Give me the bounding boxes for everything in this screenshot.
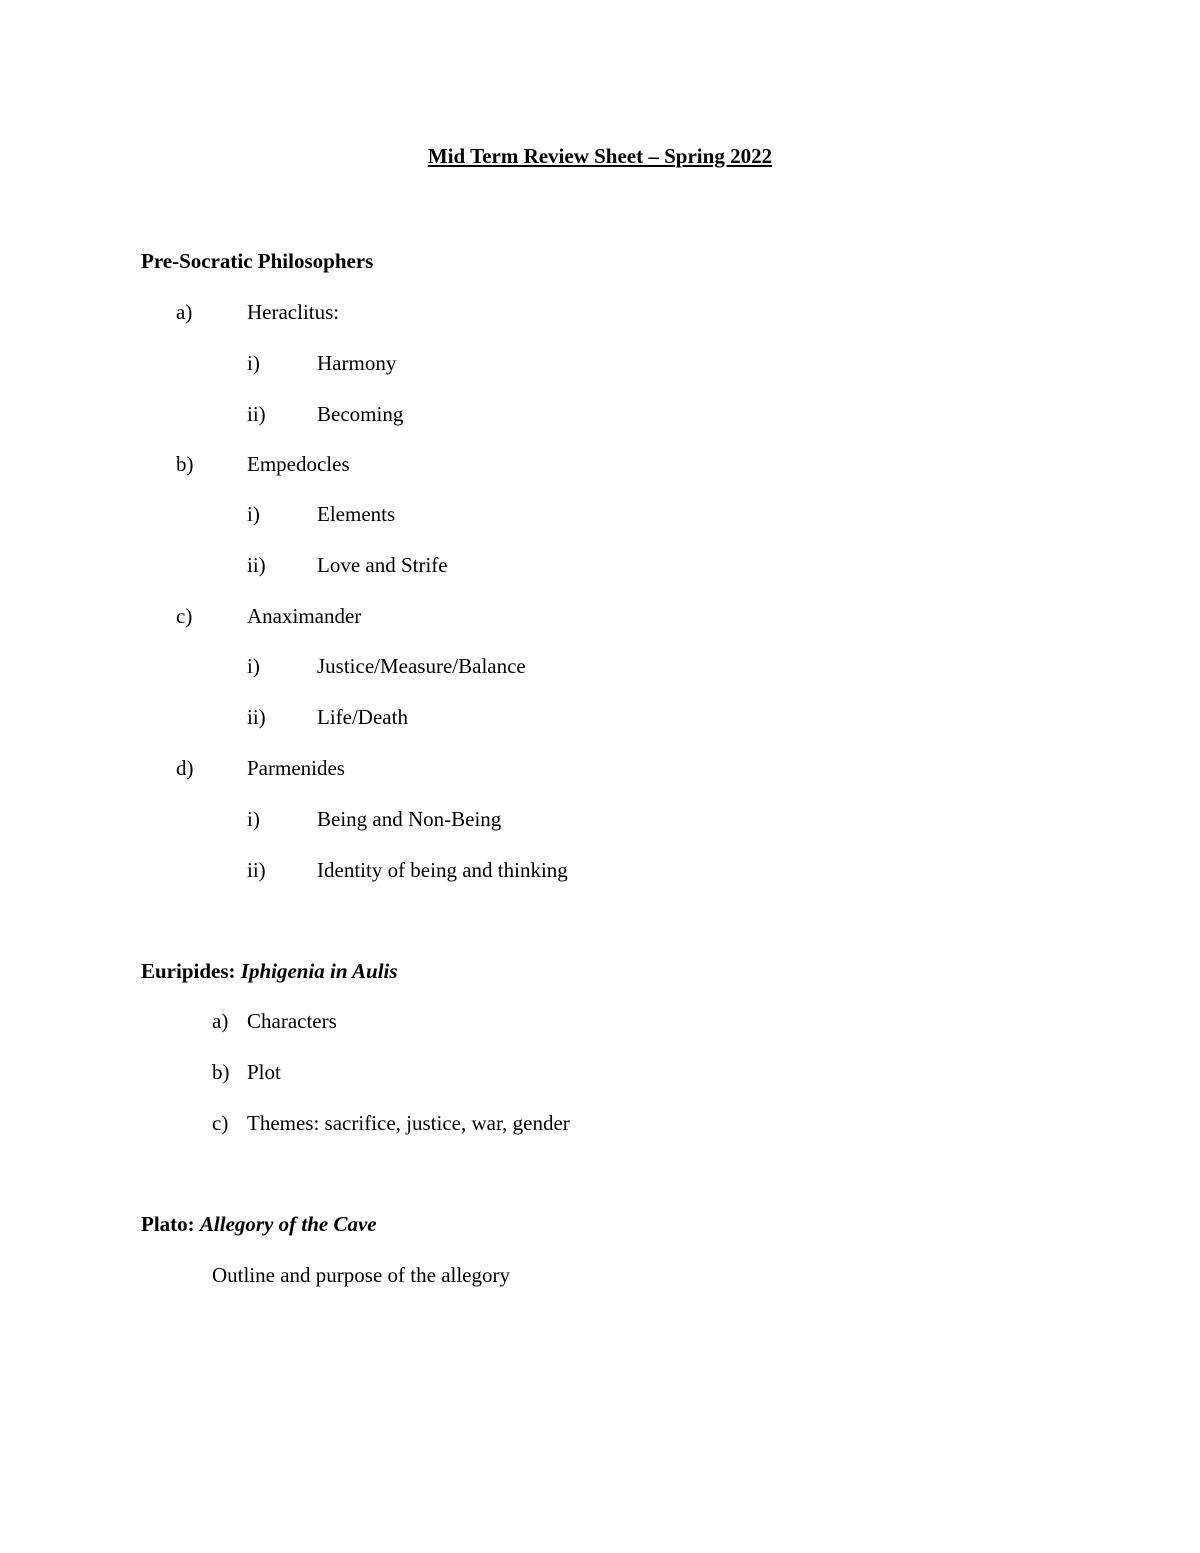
list-marker: a)	[212, 1009, 229, 1033]
list-marker: a)	[176, 300, 193, 324]
list-marker: c)	[176, 604, 193, 628]
section-heading-presocratic: Pre-Socratic Philosophers	[141, 249, 374, 273]
list-marker: c)	[212, 1111, 229, 1135]
heading-work: Allegory of the Cave	[199, 1212, 377, 1236]
sub-list-marker: ii)	[247, 402, 266, 426]
list-item: Empedocles	[247, 452, 350, 476]
sub-list-item: Life/Death	[317, 705, 408, 729]
sub-list-item: Identity of being and thinking	[317, 858, 568, 882]
list-item: Parmenides	[247, 756, 345, 780]
sub-list-marker: ii)	[247, 553, 266, 577]
heading-author: Euripides:	[141, 959, 236, 983]
sub-list-item: Elements	[317, 502, 396, 526]
list-marker: b)	[176, 452, 194, 476]
sub-list-marker: i)	[247, 807, 260, 831]
section-body: Outline and purpose of the allegory	[212, 1263, 510, 1287]
heading-work: Iphigenia in Aulis	[240, 959, 398, 983]
sub-list-marker: i)	[247, 654, 260, 678]
sub-list-marker: ii)	[247, 858, 266, 882]
sub-list-marker: i)	[247, 502, 260, 526]
section-heading-plato	[141, 1214, 377, 1235]
list-item: Plot	[247, 1060, 281, 1084]
sub-list-item: Harmony	[317, 351, 397, 375]
list-item: Characters	[247, 1009, 337, 1033]
heading-author: Plato:	[141, 1212, 195, 1236]
list-item: Themes: sacrifice, justice, war, gender	[247, 1111, 570, 1135]
sub-list-item: Love and Strife	[317, 553, 448, 577]
sub-list-item: Justice/Measure/Balance	[317, 654, 526, 678]
list-marker: d)	[176, 756, 194, 780]
list-item: Heraclitus:	[247, 300, 340, 324]
sub-list-item: Becoming	[317, 402, 404, 426]
sub-list-marker: ii)	[247, 705, 266, 729]
page-title: Mid Term Review Sheet – Spring 2022	[427, 144, 773, 168]
list-item: Anaximander	[247, 604, 362, 628]
section-heading-euripides	[141, 961, 398, 982]
sub-list-item: Being and Non-Being	[317, 807, 502, 831]
sub-list-marker: i)	[247, 351, 260, 375]
list-marker: b)	[212, 1060, 230, 1084]
